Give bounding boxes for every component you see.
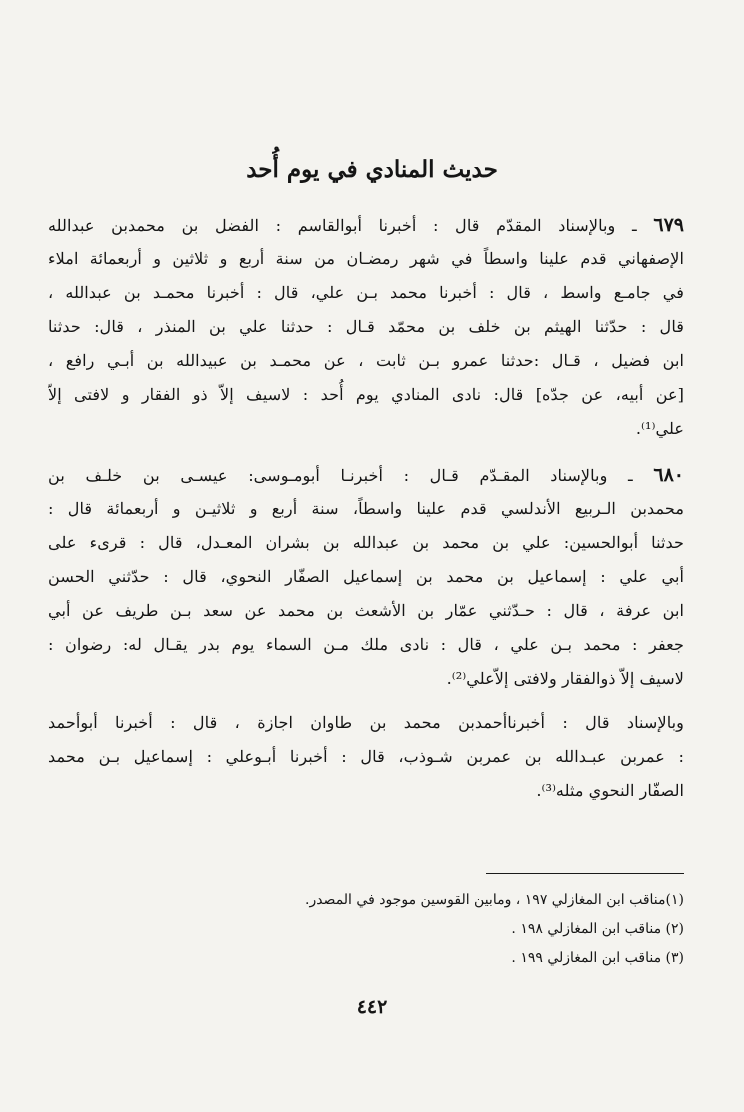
hadith-number: ٦٧٩ [653,214,684,236]
text-line: الإصفهاني قدم علينا واسطاً في شهر رمضـان من سنة أربع و ثلاثين و أربعمائة املاء [48,249,684,268]
text-line: ابن عرفة ، قال : حـدّثني عمّار بن الأشعث بن محمد عن سعد بـن طريف عن أبي [48,601,684,620]
footnote-1: (١)مناقب ابن المغازلي ١٩٧ ، ومابين القوسين موجود في المصدر. [305,892,684,908]
text-line: في جامـع واسط ، قال : أخبرنا محمد بـن علي، قال : أخبرنا محمـد بن عبدالله ، [48,283,684,302]
page-number: ٤٤٢ [356,996,388,1018]
text-line: وبالإسناد قال : أخبرناأحمدبن محمد بن طاوان اجازة ، قال : أخبرنا أبوأحمد [48,713,684,732]
text-line: أبي علي : إسماعيل بن محمد بن إسماعيل الصفّار النحوي، قال : حدّثني الحسن [48,567,684,586]
paragraph-680 [48,458,684,696]
page-title: حديث المنادي في يوم أُحد [246,156,498,183]
footnote-divider [486,873,684,874]
text-line: الصفّار النحوي مثله⁽³⁾. [536,781,684,800]
text-line: ٦٨٠ ـ وبالإسناد المقـدّم قـال : أخبرنـا أبومـوسى: عيسـى بن خلـف بن [48,464,684,486]
text-line: [عن أبيه، عن جدّه] قال: نادى المنادي يوم أُحد : لاسيف إلاّ ذو الفقار و لافتى إلاّ [48,385,684,404]
text-line: جعفر : محمد بـن علي ، قال : نادى ملك مـن السماء يوم بدر يقـال له: رضوان : [48,635,684,654]
footnote-2: (٢) مناقب ابن المغازلي ١٩٨ . [511,921,684,937]
footnote-3: (٣) مناقب ابن المغازلي ١٩٩ . [511,950,684,966]
text-line: قال : حدّثنا الهيثم بن خلف بن محمّد قـال : حدثنا علي بن المنذر ، قال: حدثنا [48,317,684,336]
text-line: ابن فضيل ، قـال :حدثنا عمرو بـن ثابت ، عن محمـد بن عبيدالله بن أبـي رافع ، [48,351,684,370]
paragraph-isnad [48,706,684,808]
paragraph-679 [48,208,684,446]
text-line: لاسيف إلاّ ذوالفقار ولافتى إلاّعلي⁽²⁾. [446,669,684,688]
text-line: : عمربن عبـدالله بن عمربن شـوذب، قال : أخبرنا أبـوعلي : إسماعيل بـن محمد [48,747,684,766]
hadith-number: ٦٨٠ [653,464,684,486]
text-line: حدثنا أبوالحسين: علي بن محمد بن عبدالله بن بشران المعـدل، قال : قرىء على [48,533,684,552]
text-line: علي⁽¹⁾. [635,419,684,438]
footnotes [48,886,684,973]
text-line: ٦٧٩ ـ وبالإسناد المقدّم قال : أخبرنا أبوالقاسم : الفضل بن محمدبن عبدالله [48,214,684,236]
text-line: محمدبن الـربيع الأندلسي قدم علينا واسطاً، سنة أربع و ثلاثيـن و أربعمائة قال : [48,499,684,518]
